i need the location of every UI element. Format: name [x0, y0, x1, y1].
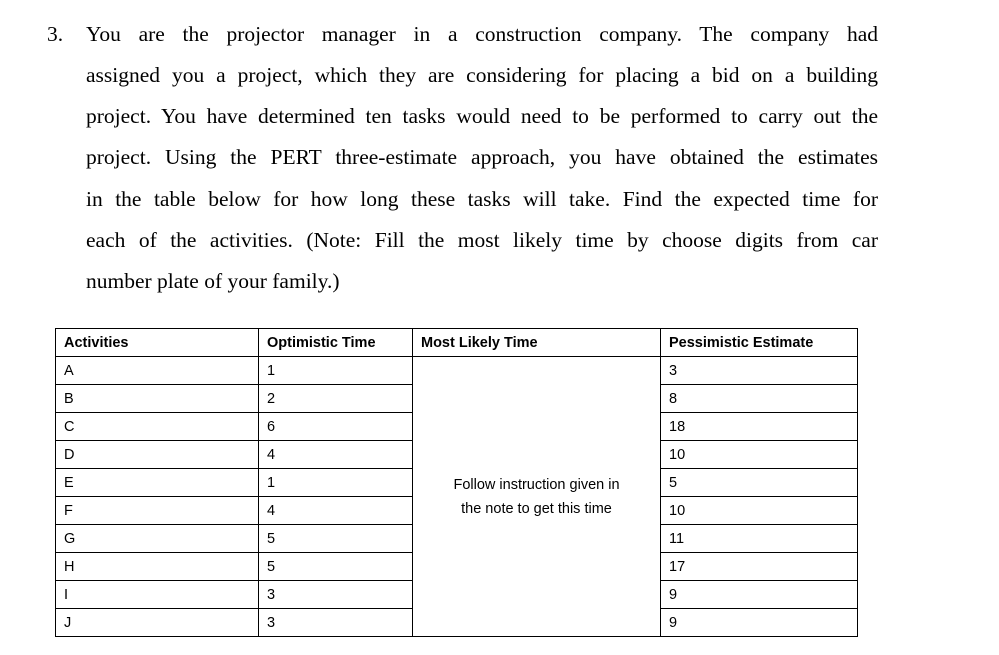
pessimistic-cell: 8 — [661, 385, 858, 413]
optimistic-cell: 6 — [259, 413, 413, 441]
optimistic-cell: 1 — [259, 357, 413, 385]
table-header-row — [56, 329, 858, 357]
header-most-likely-time: Most Likely Time — [413, 329, 661, 357]
pessimistic-cell: 10 — [661, 497, 858, 525]
pessimistic-cell: 10 — [661, 441, 858, 469]
optimistic-cell: 5 — [259, 525, 413, 553]
header-optimistic-time: Optimistic Time — [259, 329, 413, 357]
activity-cell: B — [56, 385, 259, 413]
pessimistic-cell: 5 — [661, 469, 858, 497]
question-line: each of the activities. (Note: Fill the most likely time by choose digits from car — [86, 228, 878, 252]
optimistic-cell: 4 — [259, 441, 413, 469]
optimistic-cell: 5 — [259, 553, 413, 581]
optimistic-cell: 3 — [259, 609, 413, 637]
activity-cell: G — [56, 525, 259, 553]
question-line: in the table below for how long these tasks will take. Find the expected time for — [86, 187, 878, 211]
activity-cell: C — [56, 413, 259, 441]
question-line: assigned you a project, which they are considering for placing a bid on a building — [86, 63, 878, 87]
header-activities: Activities — [56, 329, 259, 357]
activity-cell: I — [56, 581, 259, 609]
pessimistic-cell: 9 — [661, 609, 858, 637]
pessimistic-cell: 17 — [661, 553, 858, 581]
optimistic-cell: 3 — [259, 581, 413, 609]
header-pessimistic-estimate: Pessimistic Estimate — [661, 329, 858, 357]
activity-cell: F — [56, 497, 259, 525]
pert-estimates-table — [55, 328, 858, 637]
activity-cell: A — [56, 357, 259, 385]
most-likely-note-line: the note to get this time — [461, 500, 612, 517]
question-number: 3. — [47, 22, 64, 46]
activity-cell: J — [56, 609, 259, 637]
optimistic-cell: 4 — [259, 497, 413, 525]
pessimistic-cell: 11 — [661, 525, 858, 553]
pessimistic-cell: 3 — [661, 357, 858, 385]
activity-cell: E — [56, 469, 259, 497]
activity-cell: H — [56, 553, 259, 581]
question-line: project. You have determined ten tasks would need to be performed to carry out the — [86, 104, 878, 128]
pessimistic-cell: 18 — [661, 413, 858, 441]
table-row — [56, 357, 858, 385]
optimistic-cell: 1 — [259, 469, 413, 497]
activity-cell: D — [56, 441, 259, 469]
question-line: number plate of your family.) — [86, 269, 340, 293]
question-line: You are the projector manager in a construction company. The company had — [86, 22, 878, 46]
question-line: project. Using the PERT three-estimate approach, you have obtained the estimates — [86, 145, 878, 169]
optimistic-cell: 2 — [259, 385, 413, 413]
most-likely-note-cell — [413, 357, 661, 637]
pessimistic-cell: 9 — [661, 581, 858, 609]
most-likely-note-line: Follow instruction given in — [453, 476, 620, 493]
